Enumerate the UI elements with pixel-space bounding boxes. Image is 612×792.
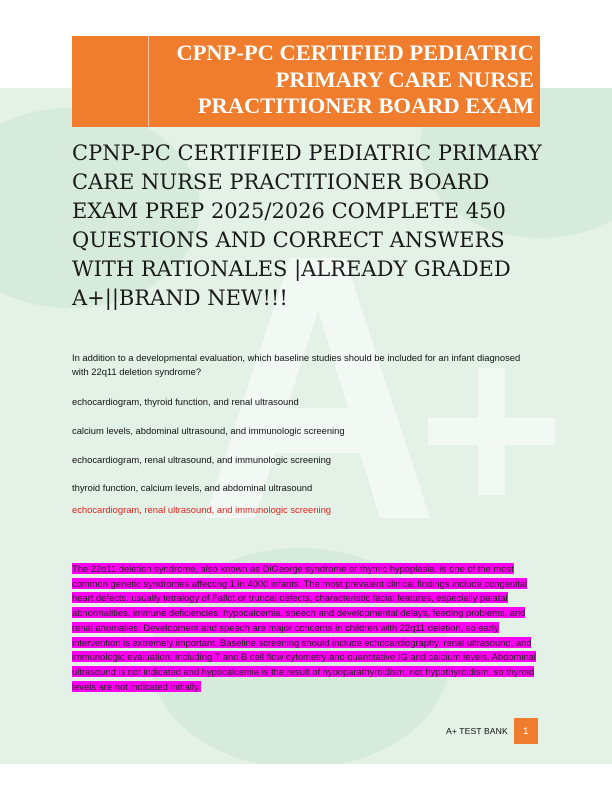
option-1: echocardiogram, thyroid function, and renal ultrasound [72,396,299,407]
option-3: echocardiogram, renal ultrasound, and immunologic screening [72,454,331,465]
rationale-text: The 22q11 deletion syndrome, also known as DiGeorge syndrome or thymic hypoplasia, is one of the most common genetic syndromes affecting 1 in 4000 infants. The most prevalent clinical findings include congenital heart defects, usually tetralogy of Fallot or truncal defects, characteristic facial features, especially palatal abnormalities, immune deficiencies, hypocalcemia, speech and developmental delays, feeding problems, and renal anomalies. Development and speech are major concerns in children with 22q11 deletion, so early intervention is extremely important. Baseline screening should include echocardiography, renal ultrasound, and immunologic evaluation, including T and B cell flow cytometry and quantitative IG and calcium levels. Abdominal ultrasound is not indicated and hypocalcemia is the result of hypoparathyroidism, not hypothyroidism, so thyroid levels are not indicated initially. [72,563,536,692]
header-divider [148,36,149,127]
option-4: thyroid function, calcium levels, and abdominal ultrasound [72,482,313,493]
header-banner [72,36,540,127]
header-title: CPNP-PC CERTIFIED PEDIATRIC PRIMARY CARE NURSE PRACTITIONER BOARD EXAM [176,40,534,118]
page-footer [446,718,538,744]
footer-label: A+ TEST BANK [446,726,508,736]
question-text: In addition to a developmental evaluation, which baseline studies should be included for an infant diagnosed with 22q11 deletion syndrome? [72,352,521,377]
correct-answer: echocardiogram, renal ultrasound, and immunologic screening [72,504,331,515]
option-2: calcium levels, abdominal ultrasound, and immunologic screening [72,425,345,436]
rationale [72,562,540,694]
page-number: 1 [514,718,538,744]
document-title: CPNP-PC CERTIFIED PEDIATRIC PRIMARY CARE NURSE PRACTITIONER BOARD EXAM PREP 2025/2026 COMPLETE 450 QUESTIONS AND CORRECT ANSWERS WITH RATIONALES |ALREADY GRADED A+||BRAND NEW!!! [72,141,542,310]
